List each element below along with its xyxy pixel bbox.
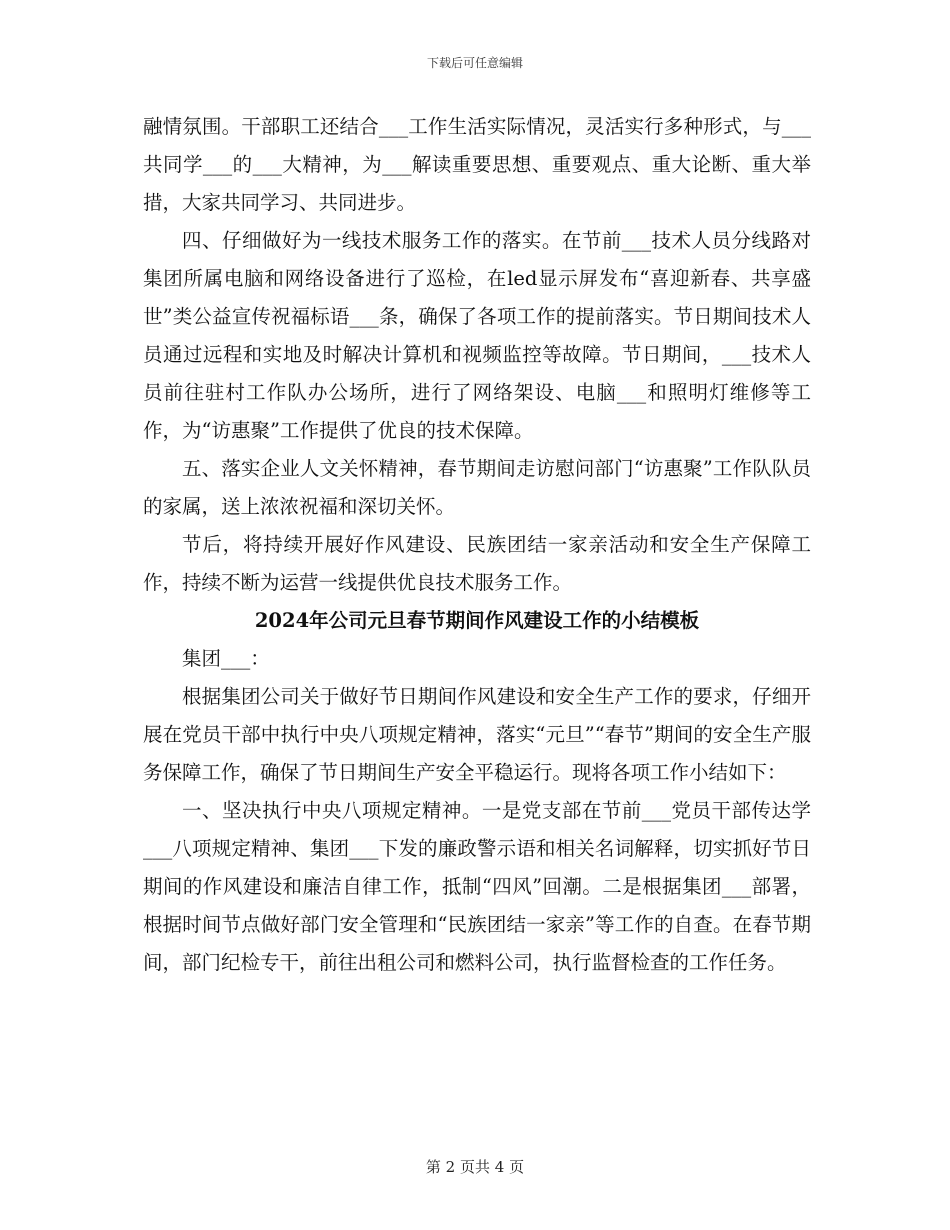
paragraph-section-one: 一、坚决执行中央八项规定精神。一是党支部在节前___党员干部传达学___八项规定精神、集团___下发的廉政警示语和相关名词解释，切实抓好节日期间的作风建设和廉洁自律工作，抵制“四风”回潮。二是根据集团___部署，根据时间节点做好部门安全管理和“民族团结一家亲”等工作的自查。在春节期间，部门纪检专干，前往出租公司和燃料公司，执行监督检查的工作任务。 [143,799,811,974]
paragraph-section-four: 四、仔细做好为一线技术服务工作的落实。在节前___技术人员分线路对集团所属电脑和网络设备进行了巡检，在led显示屏发布“喜迎新春、共享盛世”类公益宣传祝福标语___条，确保了各项工作的提前落实。节日期间技术人员通过远程和实地及时解决计算机和视频监控等故障。节日期间，___技术人员前往驻村工作队办公场所，进行了网络架设、电脑___和照明灯维修等工作，为“访惠聚”工作提供了优良的技术保障。 [143,229,811,442]
paragraph-intro: 根据集团公司关于做好节日期间作风建设和安全生产工作的要求，仔细开展在党员干部中执行中央八项规定精神，落实“元旦”“春节”期间的安全生产服务保障工作，确保了节日期间生产安全平稳运行。现将各项工作小结如下： [143,685,811,784]
document-title: 2024年公司元旦春节期间作风建设工作的小结模板 [254,609,700,632]
paragraph-continuation: 融情氛围。干部职工还结合___工作生活实际情况，灵活实行多种形式，与___共同学___的___大精神，为___解读重要思想、重要观点、重大论断、重大举措，大家共同学习、共同进步。 [143,115,811,214]
paragraph-closing: 节后，将持续开展好作风建设、民族团结一家亲活动和安全生产保障工作，持续不断为运营一线提供优良技术服务工作。 [143,533,811,594]
page-header-note: 下载后可任意编辑 [426,56,523,70]
paragraph-section-five: 五、落实企业人文关怀精神，春节期间走访慰问部门“访惠聚”工作队队员的家属，送上浓浓祝福和深切关怀。 [143,457,811,518]
paragraph-salutation: 集团___： [182,647,270,670]
page-footer: 第 2 页共 4 页 [425,1158,525,1176]
document-body [143,108,811,982]
